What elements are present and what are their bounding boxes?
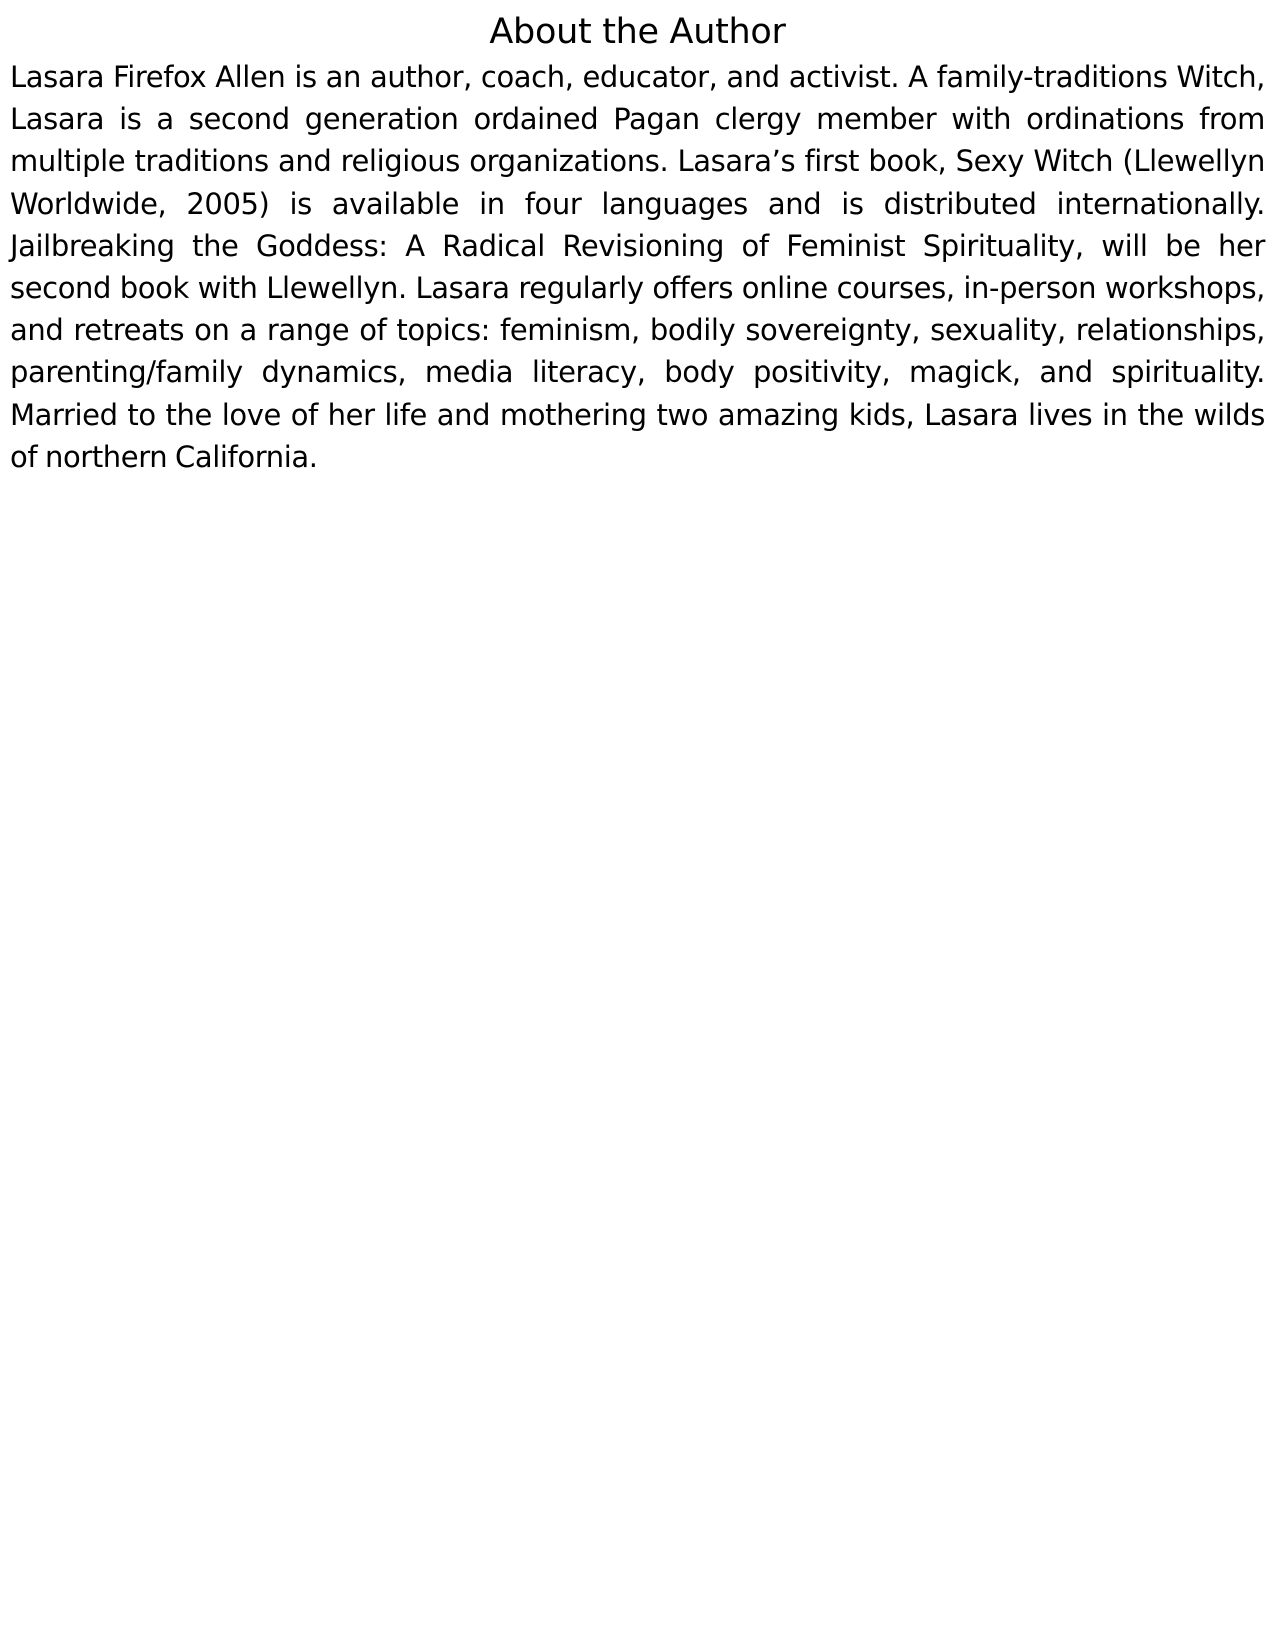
author-bio-paragraph: Lasara Firefox Allen is an author, coach, educator, and activist. A family-traditions Witch, Lasara is a second generation ordained Pagan clergy member with ordinations from multiple traditions and religious organizations. Lasara’s first book, Sexy Witch (Llewellyn Worldwide, 2005) is available in four languages and is distributed internationally. Jailbreaking the Goddess: A Radical Revisioning of Feminist Spirituality, will be her second book with Llewellyn. Lasara regularly offers online courses, in-person workshops, and retreats on a range of topics: feminism, bodily sovereignty, sexuality, relationships, parenting/family dynamics, media literacy, body positivity, magick, and spirituality. Married to the love of her life and mothering two amazing kids, Lasara lives in the wilds of northern California. [10, 60, 1265, 474]
page-title: About the Author [489, 12, 786, 52]
